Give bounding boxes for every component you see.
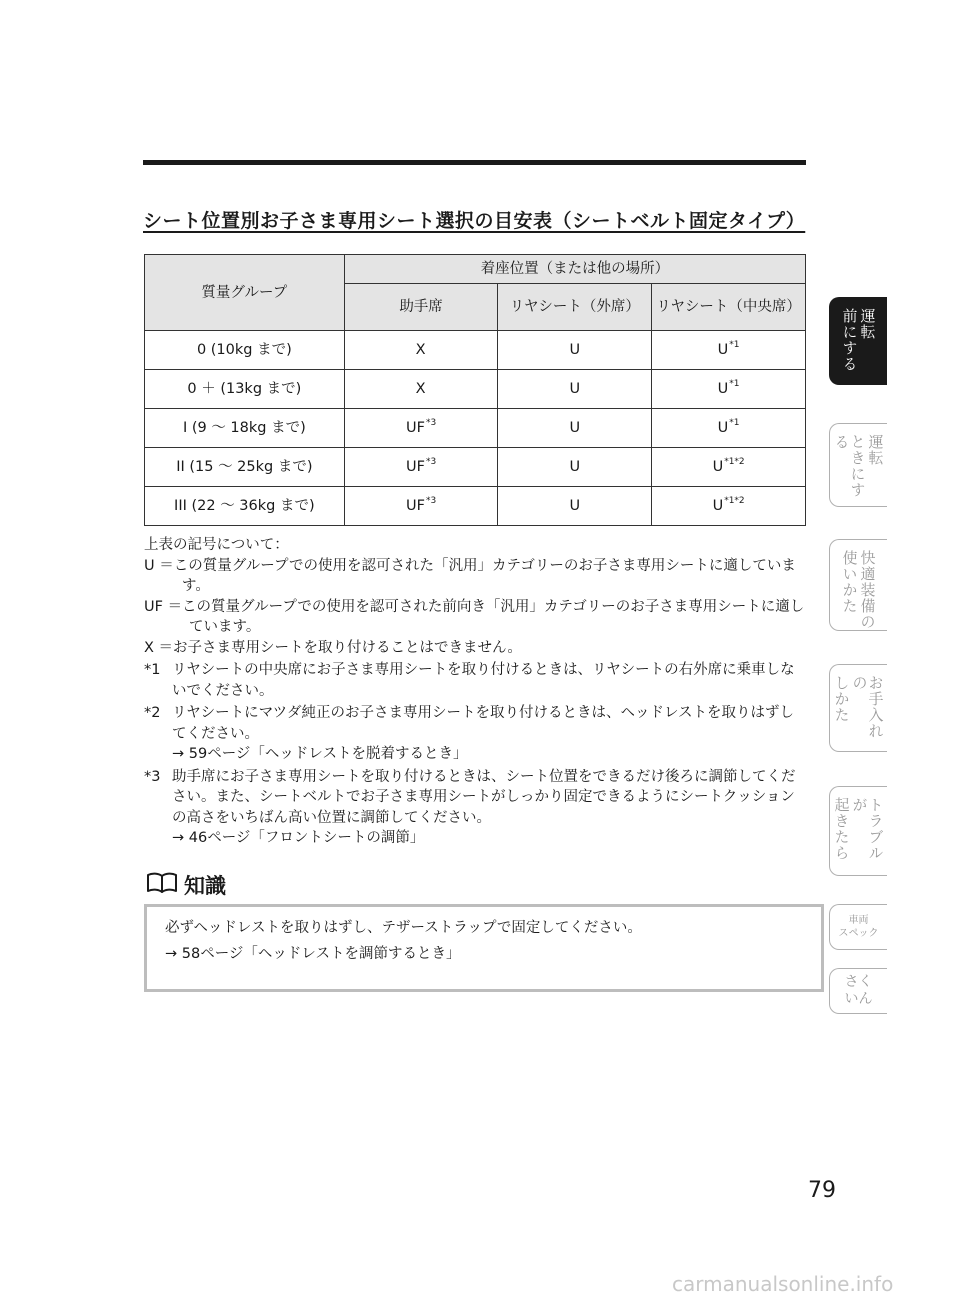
knowledge-label: 知識 [184, 874, 226, 898]
page-reference-link[interactable]: → 46ページ「フロントシートの調節」 [172, 830, 425, 846]
tab-label: 快適装備の [858, 550, 877, 630]
group-cell: III (22 〜 36kg まで) [145, 487, 345, 526]
tab-label: いん [844, 991, 873, 1007]
position-header: 着座位置（または他の場所） [344, 255, 805, 284]
table-row [145, 409, 806, 448]
front-cell: X [344, 331, 498, 370]
knowledge-heading [146, 870, 226, 900]
table-row [145, 331, 806, 370]
rear-center-cell: $U^{*1}$ [652, 370, 806, 409]
knowledge-text: 必ずヘッドレストを取りはずし、テザーストラップで固定してください。 [165, 920, 642, 936]
tab-label: お手入れの [850, 675, 885, 739]
rear-outer-cell: U [498, 331, 652, 370]
legend-intro: 上表の記号について： [144, 537, 289, 553]
rear-outer-cell: U [498, 448, 652, 487]
tab-label: 起きたら [832, 797, 851, 861]
tab-label: 前にする [840, 308, 859, 372]
top-rule [143, 160, 806, 165]
table-row [145, 448, 806, 487]
group-cell: 0 (10kg まで) [145, 331, 345, 370]
knowledge-box [144, 904, 824, 992]
tab-index[interactable] [829, 968, 887, 1014]
group-cell: 0 ＋ (13kg まで) [145, 370, 345, 409]
seat-header-rear-outer: リヤシート（外席） [498, 284, 652, 331]
tab-before-driving[interactable] [829, 297, 887, 385]
tab-troubleshooting[interactable] [829, 786, 887, 876]
tab-vehicle-specs[interactable] [829, 904, 887, 950]
footnote-mark: *2 [144, 705, 161, 721]
front-cell: UF$^{*3}$ [344, 487, 498, 526]
tab-label: さく [844, 974, 873, 990]
footnote-text: リヤシートの中央席にお子さま専用シートを取り付けるときは、リヤシートの右外席に乗車しないでください。 [172, 662, 795, 699]
tab-comfort-equipment[interactable] [829, 539, 887, 631]
table-row [145, 487, 806, 526]
table-row [145, 370, 806, 409]
front-cell: UF$^{*3}$ [344, 409, 498, 448]
tab-maintenance[interactable] [829, 664, 887, 752]
rear-center-cell: $U^{*1*2}$ [652, 487, 806, 526]
legend-u: U ＝この質量グループでの使用を認可された「汎用」カテゴリーのお子さま専用シートに適しています。 [144, 557, 796, 594]
legend-uf: UF ＝この質量グループでの使用を認可された前向き「汎用」カテゴリーのお子さま専用シートに適しています。 [144, 598, 805, 635]
page-reference-link[interactable]: → 58ページ「ヘッドレストを調節するとき」 [165, 946, 461, 962]
footnote-mark: *3 [144, 768, 161, 785]
footnote-text: 助手席にお子さま専用シートを取り付けるときは、シート位置をできるだけ後ろに調節してください。また、シートベルトでお子さま専用シートがしっかり固定できるようにシートクッションの高さをいちばん高い位置に調節してください。 [172, 768, 796, 826]
legend-x: X ＝お子さま専用シートを取り付けることはできません。 [144, 639, 522, 656]
front-cell: X [344, 370, 498, 409]
page-reference-link[interactable]: → 59ページ「ヘッドレストを脱着するとき」 [172, 746, 468, 762]
tab-label: 運転 [858, 308, 877, 340]
section-title: シート位置別お子さま専用シート選択の目安表（シートベルト固定タイプ） [143, 210, 806, 232]
tab-while-driving[interactable] [829, 423, 887, 507]
tab-label: ときにする [832, 434, 867, 498]
tab-label: しかた [832, 675, 851, 723]
group-cell: II (15 〜 25kg まで) [145, 448, 345, 487]
tab-label: 運転 [866, 434, 885, 466]
footnote [144, 660, 808, 701]
group-cell: I (9 〜 18kg まで) [145, 409, 345, 448]
front-cell: UF$^{*3}$ [344, 448, 498, 487]
tab-label: スペック [838, 928, 879, 939]
footnote-text: リヤシートにマツダ純正のお子さま専用シートを取り付けるときは、ヘッドレストを取りはずしてください。 [172, 705, 795, 742]
footnote [144, 703, 808, 765]
tab-label: 使いかた [840, 550, 859, 614]
rear-center-cell: $U^{*1*2}$ [652, 448, 806, 487]
child-seat-table [144, 254, 806, 526]
footnote [144, 767, 808, 849]
rear-outer-cell: U [498, 487, 652, 526]
footnote-mark: *1 [144, 662, 161, 678]
seat-header-rear-center: リヤシート（中央席） [652, 284, 806, 331]
rear-center-cell: $U^{*1}$ [652, 409, 806, 448]
tab-label: 車両 [848, 915, 869, 926]
rear-outer-cell: U [498, 409, 652, 448]
watermark: carmanualsonline.info [672, 1272, 894, 1296]
open-book-icon [146, 871, 178, 899]
group-header: 質量グループ [145, 255, 345, 331]
tab-label: トラブルが [850, 797, 885, 861]
rear-outer-cell: U [498, 370, 652, 409]
page-number: 79 [808, 1178, 836, 1203]
legend-and-footnotes [144, 535, 808, 849]
seat-header-front: 助手席 [344, 284, 498, 331]
rear-center-cell: $U^{*1}$ [652, 331, 806, 370]
